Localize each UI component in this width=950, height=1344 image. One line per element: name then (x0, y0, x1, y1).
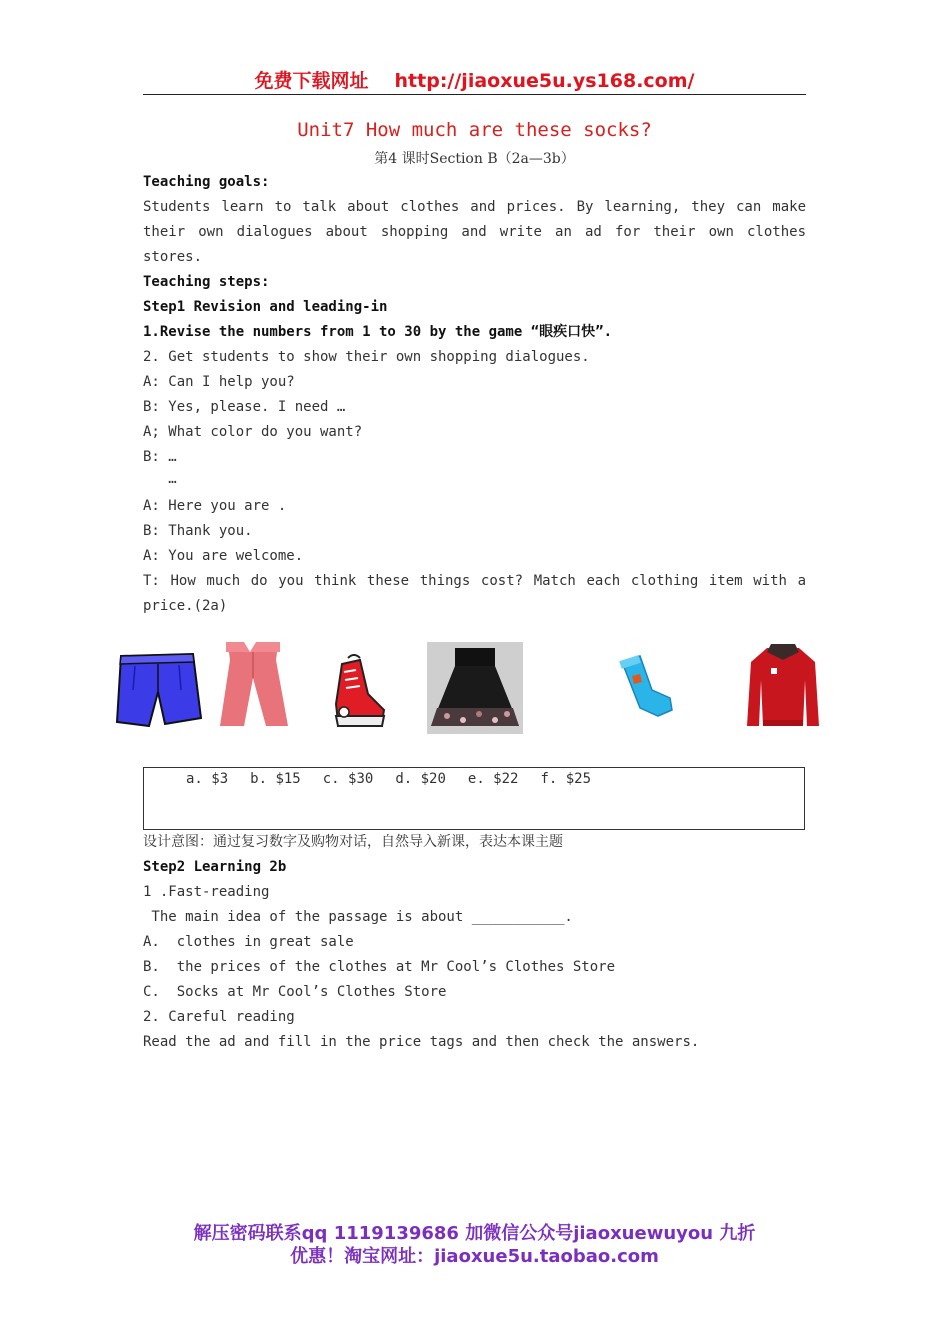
step2-heading: Step2 Learning 2b (143, 859, 287, 875)
shorts-image (113, 650, 203, 730)
price-option: f. $25 (540, 771, 592, 787)
fast-reading: 1 .Fast-reading (143, 884, 270, 900)
goals-heading: Teaching goals: (143, 174, 270, 190)
shoes-image (330, 654, 386, 732)
design-intent: 设计意图：通过复习数字及购物对话，自然导入新课，表达本课主题 (143, 834, 563, 850)
step1-item-2: 2. Get students to show their own shopping dialogues. (143, 349, 590, 365)
dialogue-line: A: Can I help you? (143, 374, 295, 390)
header-url[interactable]: http://jiaoxue5u.ys168.com/ (394, 70, 695, 92)
task-line-2: price.(2a) (143, 598, 228, 614)
price-options-box (143, 767, 805, 830)
price-options (186, 771, 613, 787)
price-option: b. $15 (250, 771, 301, 787)
header-label: 免费下载网址 (254, 70, 369, 92)
dialogue-line: B: … (143, 449, 177, 465)
page-header (143, 66, 806, 95)
dialogue-line: B: Thank you. (143, 523, 253, 539)
goals-line-2: their own dialogues about shopping and write an ad for their own clothes (143, 224, 806, 240)
price-option: e. $22 (467, 771, 519, 787)
price-option: c. $30 (322, 771, 374, 787)
socks-image (618, 654, 676, 720)
task-line-1: T: How much do you think these things cost? Match each clothing item with a (143, 573, 806, 589)
dialogue-line: A: Here you are . (143, 498, 287, 514)
main-idea-question: The main idea of the passage is about ___________. (143, 909, 573, 925)
goals-line-1: Students learn to talk about clothes and prices. By learning, they can make (143, 199, 806, 215)
footer-line-2: 优惠！淘宝网址：jiaoxue5u.taobao.com (290, 1246, 659, 1267)
dialogue-line: A: You are welcome. (143, 548, 304, 564)
price-option: a. $3 (186, 771, 229, 787)
sweater-image (745, 640, 821, 730)
page-title: Unit7 How much are these socks? (297, 119, 652, 141)
careful-reading: 2. Careful reading (143, 1009, 295, 1025)
goals-line-3: stores. (143, 249, 203, 265)
dialogue-line: … (143, 471, 177, 487)
step1-item-1: 1.Revise the numbers from 1 to 30 by the game “眼疾口快”. (143, 324, 613, 340)
page-subtitle: 第4 课时Section B（2a—3b） (374, 151, 575, 167)
steps-heading: Teaching steps: (143, 274, 270, 290)
careful-instruction: Read the ad and fill in the price tags and then check the answers. (143, 1034, 700, 1050)
dialogue-line: B: Yes, please. I need … (143, 399, 346, 415)
step1-heading: Step1 Revision and leading-in (143, 299, 388, 315)
option-a: A. clothes in great sale (143, 934, 354, 950)
skirt-image (427, 642, 523, 734)
price-option: d. $20 (395, 771, 446, 787)
dialogue-line: A; What color do you want? (143, 424, 363, 440)
option-c: C. Socks at Mr Cool’s Clothes Store (143, 984, 447, 1000)
footer-line-1: 解压密码联系qq 1119139686 加微信公众号jiaoxuewuyou 九折 (193, 1223, 756, 1244)
option-b: B. the prices of the clothes at Mr Cool’s Clothes Store (143, 959, 616, 975)
pants-image (216, 640, 290, 728)
